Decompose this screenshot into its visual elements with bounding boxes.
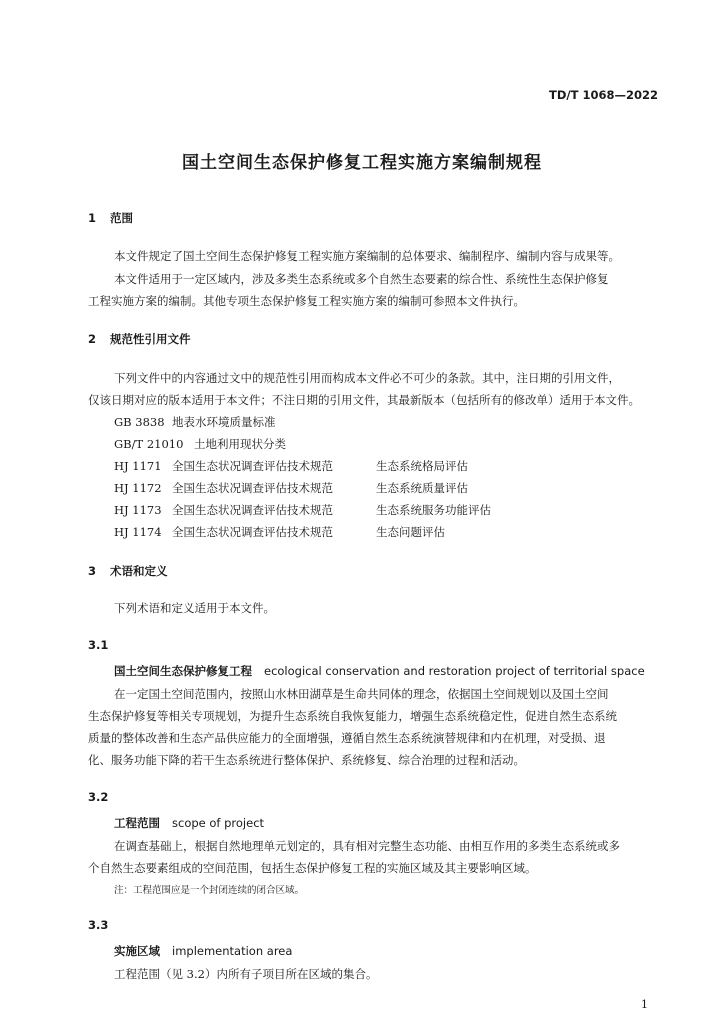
reference-item (114, 524, 445, 540)
section-number: 2 (88, 332, 97, 346)
document-number: TD/T 1068—2022 (549, 88, 658, 102)
reference-name: 全国生态状况调查评估技术规范 (172, 525, 333, 539)
reference-part: 生态系统服务功能评估 (376, 503, 491, 517)
section-title: 规范性引用文件 (110, 332, 191, 346)
section-number: 3 (88, 564, 97, 578)
note-text: 注：工程范围应是一个封闭连续的闭合区域。 (114, 885, 305, 896)
term-chinese: 国土空间生态保护修复工程 (114, 664, 252, 678)
paragraph-line: 生态保护修复等相关专项规划，为提升生态系统自我恢复能力，增强生态系统稳定性，促进自然生态系统 (88, 709, 617, 723)
reference-item (114, 502, 491, 518)
section-1-heading (88, 210, 133, 226)
paragraph-line: 化、服务功能下降的若干生态系统进行整体保护、系统修复、综合治理的过程和活动。 (88, 753, 525, 767)
section-3-heading (88, 563, 168, 579)
reference-part: 生态系统格局评估 (376, 459, 468, 473)
term-entry (114, 943, 292, 959)
paragraph-line: 质量的整体改善和生态产品供应能力的全面增强，遵循自然生态系统演替规律和内在机理，对受损、退 (88, 731, 606, 745)
term-english: implementation area (172, 944, 293, 958)
section-2-heading (88, 331, 191, 347)
paragraph-line: 下列文件中的内容通过文中的规范性引用而构成本文件必不可少的条款。其中，注日期的引用文件， (114, 371, 620, 385)
page-title: 国土空间生态保护修复工程实施方案编制规程 (182, 153, 542, 173)
reference-code: HJ 1172 (114, 481, 162, 495)
paragraph-line: 仅该日期对应的版本适用于本文件；不注日期的引用文件，其最新版本（包括所有的修改单）适用于本文件。 (88, 393, 640, 407)
term-chinese: 工程范围 (114, 816, 160, 830)
paragraph-line: 个自然生态要素组成的空间范围，包括生态保护修复工程的实施区域及其主要影响区域。 (88, 861, 537, 875)
paragraph-line: 在调查基础上，根据自然地理单元划定的，具有相对完整生态功能、由相互作用的多类生态系统或多 (114, 839, 620, 853)
reference-item (114, 436, 286, 452)
reference-part: 生态系统质量评估 (376, 481, 468, 495)
section-number: 1 (88, 211, 97, 225)
reference-item (114, 458, 468, 474)
reference-code: HJ 1173 (114, 503, 162, 517)
clause-number: 3.3 (88, 918, 109, 932)
reference-part: 生态问题评估 (376, 525, 445, 539)
reference-code: GB 3838 (114, 415, 165, 429)
paragraph-line: 工程实施方案的编制。其他专项生态保护修复工程实施方案的编制可参照本文件执行。 (88, 294, 525, 308)
term-entry (114, 663, 645, 679)
reference-name: 地表水环境质量标准 (172, 415, 276, 429)
clause-number: 3.2 (88, 790, 109, 804)
reference-name: 土地利用现状分类 (194, 437, 286, 451)
reference-code: HJ 1171 (114, 459, 162, 473)
reference-name: 全国生态状况调查评估技术规范 (172, 481, 333, 495)
paragraph-line: 本文件适用于一定区域内，涉及多类生态系统或多个自然生态要素的综合性、系统性生态保护修复 (114, 272, 609, 286)
reference-name: 全国生态状况调查评估技术规范 (172, 503, 333, 517)
term-chinese: 实施区域 (114, 944, 160, 958)
paragraph-line: 工程范围（见 3.2）内所有子项目所在区域的集合。 (114, 967, 378, 981)
page-number: 1 (641, 998, 648, 1011)
reference-item (114, 414, 276, 430)
term-english: ecological conservation and restoration project of territorial space (264, 664, 645, 678)
paragraph-line: 本文件规定了国土空间生态保护修复工程实施方案编制的总体要求、编制程序、编制内容与成果等。 (114, 249, 620, 263)
section-title: 范围 (110, 211, 133, 225)
reference-item (114, 480, 468, 496)
term-entry (114, 815, 264, 831)
paragraph-line: 在一定国土空间范围内，按照山水林田湖草是生命共同体的理念，依据国土空间规划以及国土空间 (114, 687, 609, 701)
paragraph-line: 下列术语和定义适用于本文件。 (114, 601, 275, 615)
reference-code: GB/T 21010 (114, 437, 184, 451)
clause-number: 3.1 (88, 638, 109, 652)
term-english: scope of project (172, 816, 265, 830)
reference-name: 全国生态状况调查评估技术规范 (172, 459, 333, 473)
section-title: 术语和定义 (110, 564, 168, 578)
reference-code: HJ 1174 (114, 525, 162, 539)
